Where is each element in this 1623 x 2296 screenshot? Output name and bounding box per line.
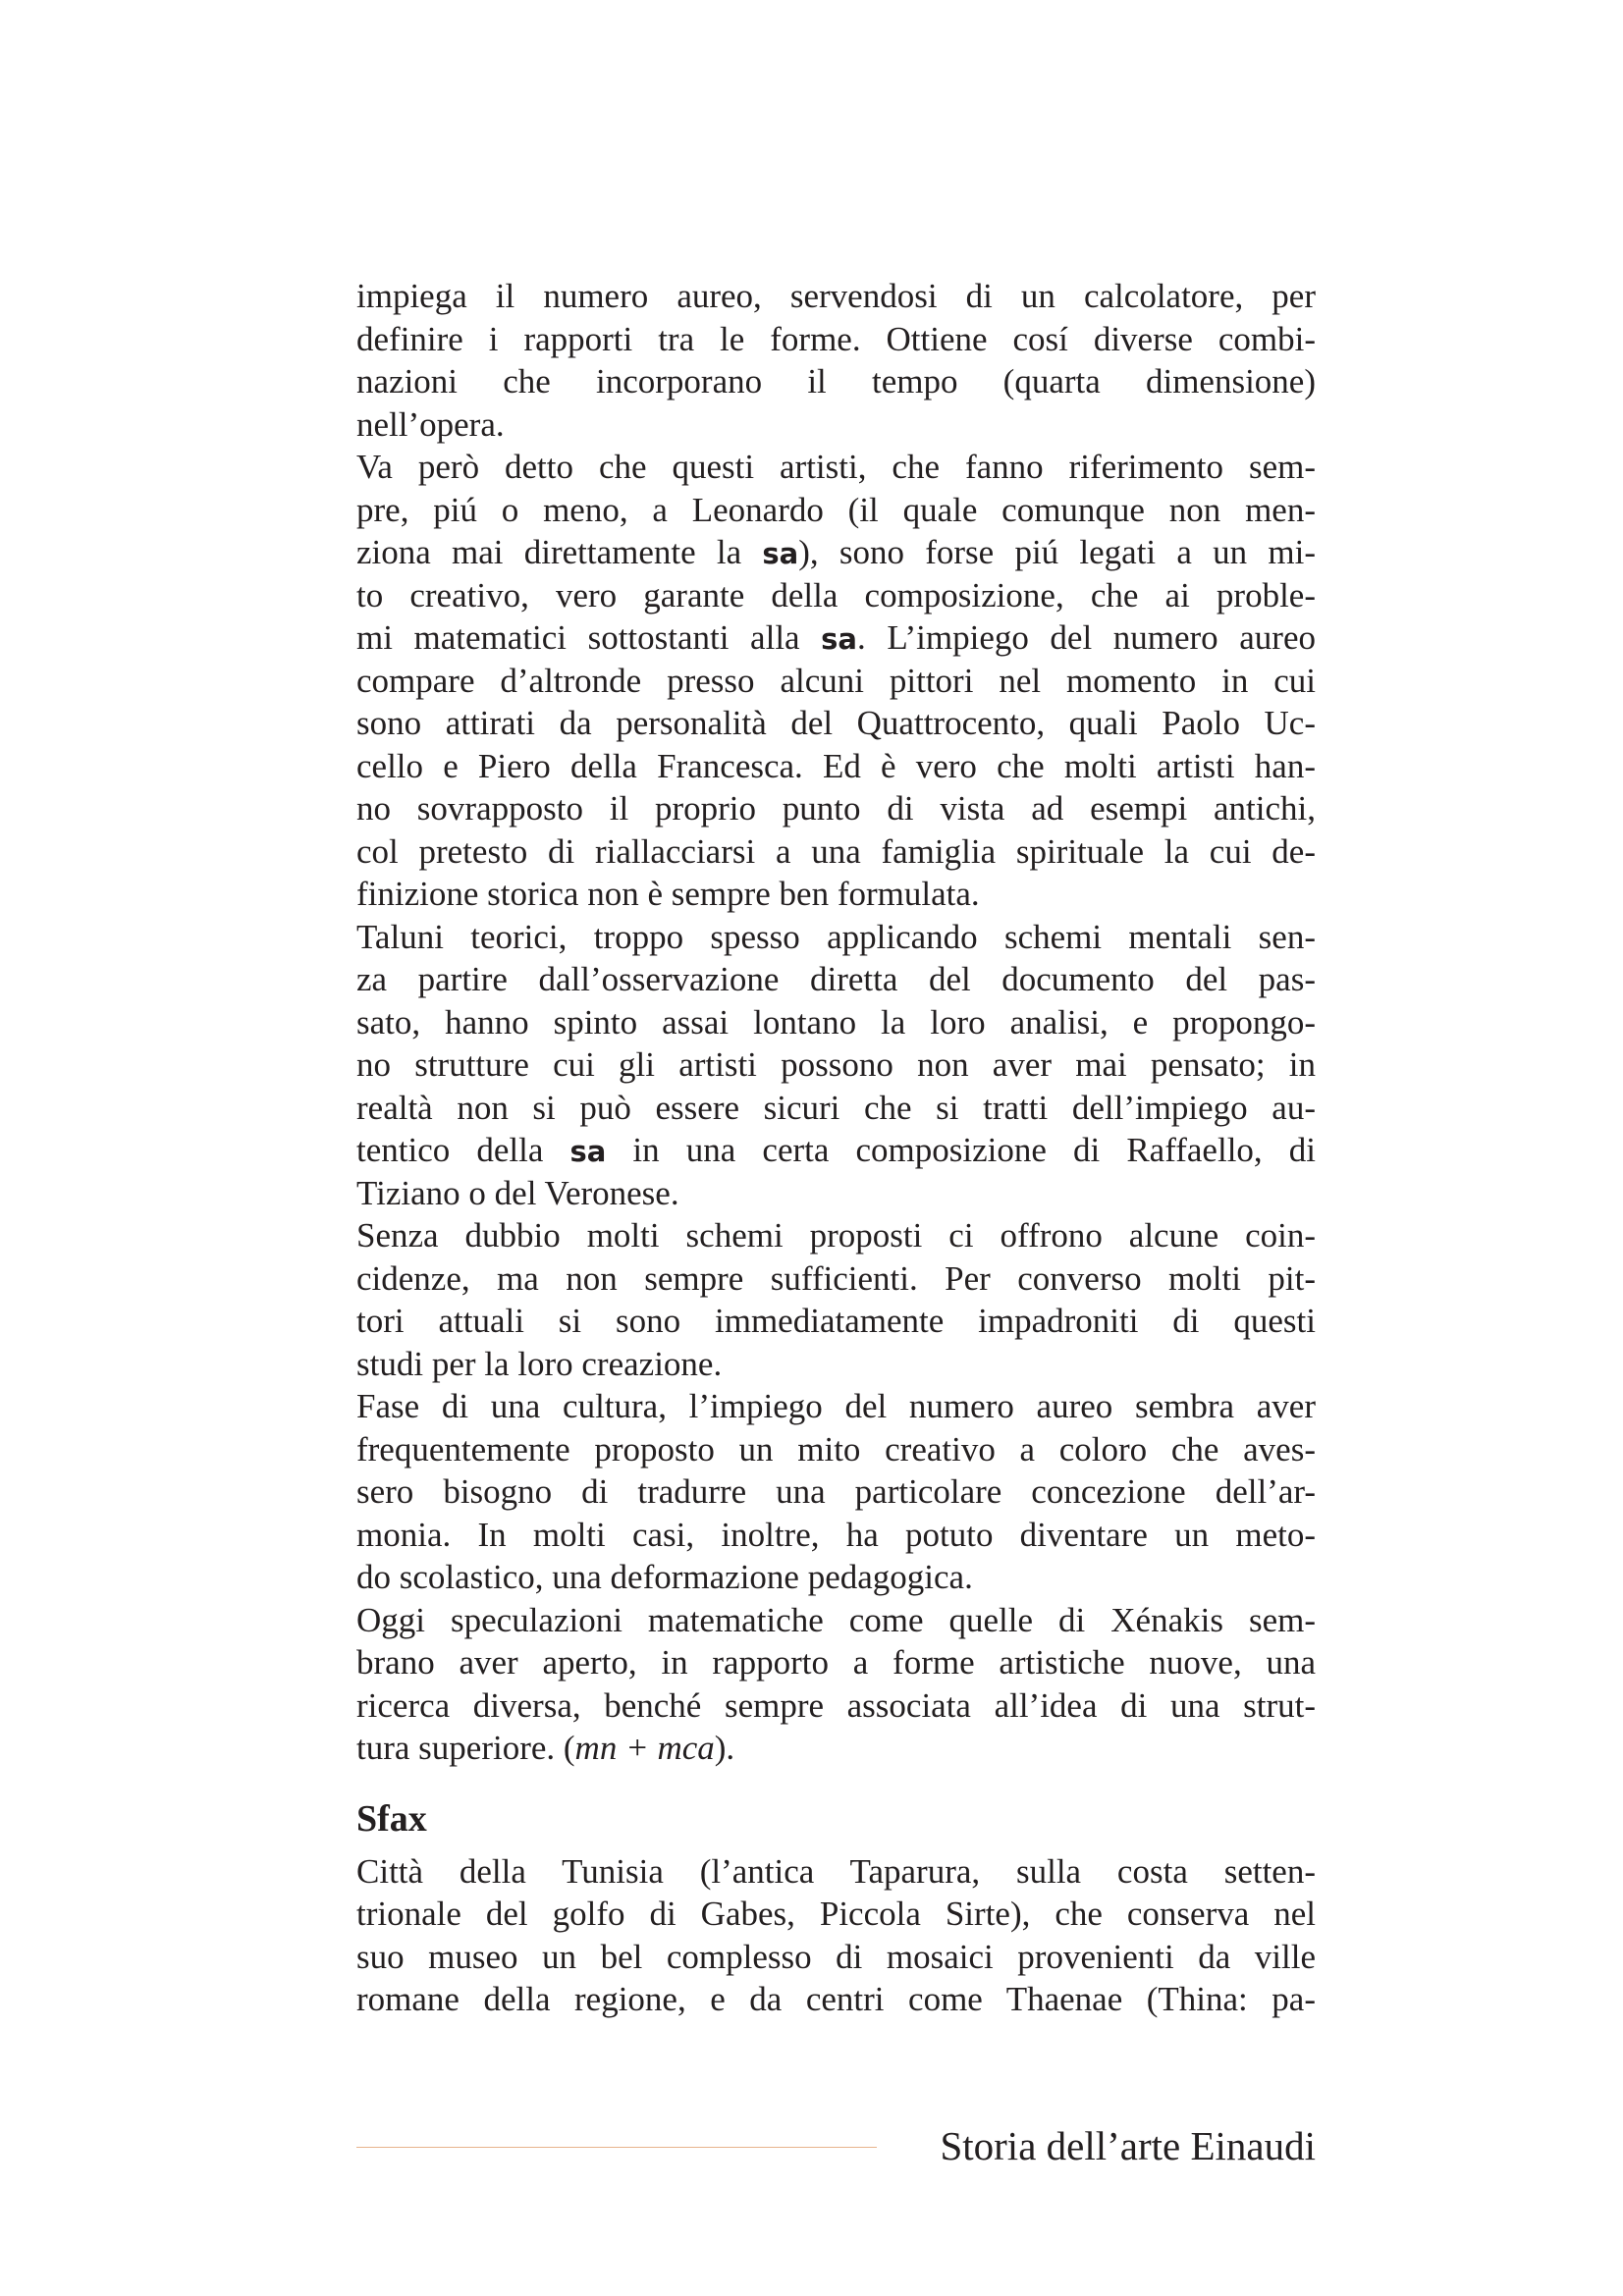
- text-segment: finizione storica non è sempre ben formulata.: [356, 875, 980, 913]
- text-line: [356, 1300, 1316, 1343]
- text-line: [356, 1043, 1316, 1087]
- text-line: [356, 1641, 1316, 1684]
- text-line: [356, 489, 1316, 532]
- text-segment: ziona mai direttamente la: [356, 533, 763, 571]
- text-line: [356, 745, 1316, 788]
- text-line: [356, 1727, 1316, 1770]
- text-segment: studi per la loro creazione.: [356, 1344, 723, 1383]
- text-segment: frequentemente proposto un mito creativo a coloro che aves-: [356, 1429, 1316, 1468]
- text-segment: ricerca diversa, benché sempre associata all’idea di una strut-: [356, 1685, 1316, 1725]
- text-segment: Va però detto che questi artisti, che fanno riferimento sem-: [356, 448, 1316, 486]
- text-line: [356, 1172, 1316, 1215]
- text-line: [356, 1684, 1316, 1728]
- text-line: [356, 702, 1316, 745]
- text-line: [356, 830, 1316, 874]
- text-segment: Città della Tunisia (l’antica Taparura, sulla costa setten-: [356, 1851, 1316, 1891]
- text-line: [356, 1599, 1316, 1642]
- text-segment: sato, hanno spinto assai lontano la loro analisi, e propongo-: [356, 1002, 1316, 1041]
- text-segment: ), sono forse piú legati a un mi-: [798, 533, 1316, 571]
- entry-paragraph: [356, 1850, 1316, 2021]
- text-segment: trionale del golfo di Gabes, Piccola Sirte), che conserva nel: [356, 1895, 1316, 1933]
- bold-abbreviation: sa: [569, 1135, 607, 1168]
- text-segment: Taluni teorici, troppo spesso applicando schemi mentali sen-: [356, 917, 1316, 956]
- text-segment: Senza dubbio molti schemi proposti ci offrono alcune coin-: [356, 1216, 1316, 1255]
- text-line: [356, 275, 1316, 318]
- text-segment: brano aver aperto, in rapporto a forme artistiche nuove, una: [356, 1643, 1316, 1682]
- text-line: [356, 1001, 1316, 1044]
- text-line: [356, 1556, 1316, 1599]
- text-segment: romane della regione, e da centri come Thaenae (Thina: pa-: [356, 1980, 1316, 2018]
- text-line: [356, 616, 1316, 660]
- text-line: [356, 531, 1316, 574]
- entry-heading: Sfax: [356, 1797, 427, 1840]
- text-segment: do scolastico, una deformazione pedagogica.: [356, 1558, 973, 1596]
- author-initials: mn + mca: [574, 1729, 715, 1767]
- page-footer: [356, 2118, 1316, 2173]
- text-line: [356, 1428, 1316, 1471]
- text-line: [356, 1514, 1316, 1557]
- text-line: [356, 318, 1316, 361]
- text-line: [356, 1385, 1316, 1428]
- text-line: [356, 660, 1316, 703]
- text-line: [356, 360, 1316, 403]
- text-line: [356, 1087, 1316, 1130]
- footer-rule: [356, 2147, 877, 2148]
- text-line: [356, 1470, 1316, 1514]
- text-line: [356, 1214, 1316, 1257]
- text-segment: ).: [714, 1729, 735, 1767]
- text-line: [356, 1129, 1316, 1172]
- text-segment: in una certa composizione di Raffaello, di: [606, 1131, 1316, 1169]
- text-segment: col pretesto di riallacciarsi a una famiglia spirituale la cui de-: [356, 831, 1316, 871]
- text-segment: compare d’altronde presso alcuni pittori nel momento in cui: [356, 661, 1316, 700]
- text-segment: tura superiore. (: [356, 1729, 575, 1767]
- text-segment: realtà non si può essere sicuri che si tratti dell’impiego au-: [356, 1088, 1316, 1127]
- text-line: [356, 403, 1316, 447]
- text-segment: monia. In molti casi, inoltre, ha potuto diventare un meto-: [356, 1515, 1316, 1554]
- text-segment: tentico della: [356, 1131, 570, 1169]
- text-segment: suo museo un bel complesso di mosaici provenienti da ville: [356, 1937, 1316, 1976]
- text-segment: nell’opera.: [356, 404, 505, 444]
- text-segment: . L’impiego del numero aureo: [857, 618, 1316, 657]
- text-line: [356, 1893, 1316, 1936]
- text-line: [356, 1343, 1316, 1386]
- text-line: [356, 873, 1316, 916]
- text-segment: Tiziano o del Veronese.: [356, 1173, 679, 1212]
- text-segment: Oggi speculazioni matematiche come quelle di Xénakis sem-: [356, 1600, 1316, 1639]
- text-line: [356, 1978, 1316, 2021]
- footer-title: Storia dell’arte Einaudi: [940, 2123, 1316, 2168]
- text-line: [356, 1936, 1316, 1979]
- text-segment: definire i rapporti tra le forme. Ottiene cosí diverse combi-: [356, 319, 1316, 358]
- text-segment: no sovrapposto il proprio punto di vista ad esempi antichi,: [356, 789, 1316, 828]
- text-segment: sero bisogno di tradurre una particolare concezione dell’ar-: [356, 1472, 1316, 1511]
- text-column: [356, 275, 1316, 2021]
- body-paragraphs: [356, 275, 1316, 1770]
- text-segment: cidenze, ma non sempre sufficienti. Per converso molti pit-: [356, 1258, 1316, 1298]
- bold-abbreviation: sa: [821, 622, 857, 656]
- text-segment: nazioni che incorporano il tempo (quarta dimensione): [356, 362, 1316, 400]
- text-line: [356, 1257, 1316, 1301]
- text-line: [356, 574, 1316, 617]
- text-line: [356, 1850, 1316, 1894]
- text-segment: cello e Piero della Francesca. Ed è vero che molti artisti han-: [356, 746, 1316, 785]
- bold-abbreviation: sa: [762, 537, 799, 570]
- text-segment: pre, piú o meno, a Leonardo (il quale comunque non men-: [356, 490, 1316, 529]
- text-line: [356, 787, 1316, 830]
- text-segment: Fase di una cultura, l’impiego del numero aureo sembra aver: [356, 1387, 1316, 1425]
- text-segment: impiega il numero aureo, servendosi di un calcolatore, per: [356, 277, 1316, 315]
- text-segment: to creativo, vero garante della composizione, che ai proble-: [356, 575, 1316, 614]
- text-segment: sono attirati da personalità del Quattrocento, quali Paolo Uc-: [356, 704, 1316, 742]
- text-segment: mi matematici sottostanti alla: [356, 618, 822, 657]
- text-line: [356, 446, 1316, 489]
- text-segment: no strutture cui gli artisti possono non aver mai pensato; in: [356, 1045, 1316, 1084]
- text-line: [356, 958, 1316, 1001]
- text-segment: za partire dall’osservazione diretta del documento del pas-: [356, 960, 1316, 998]
- text-line: [356, 916, 1316, 959]
- text-segment: tori attuali si sono immediatamente impadroniti di questi: [356, 1302, 1316, 1340]
